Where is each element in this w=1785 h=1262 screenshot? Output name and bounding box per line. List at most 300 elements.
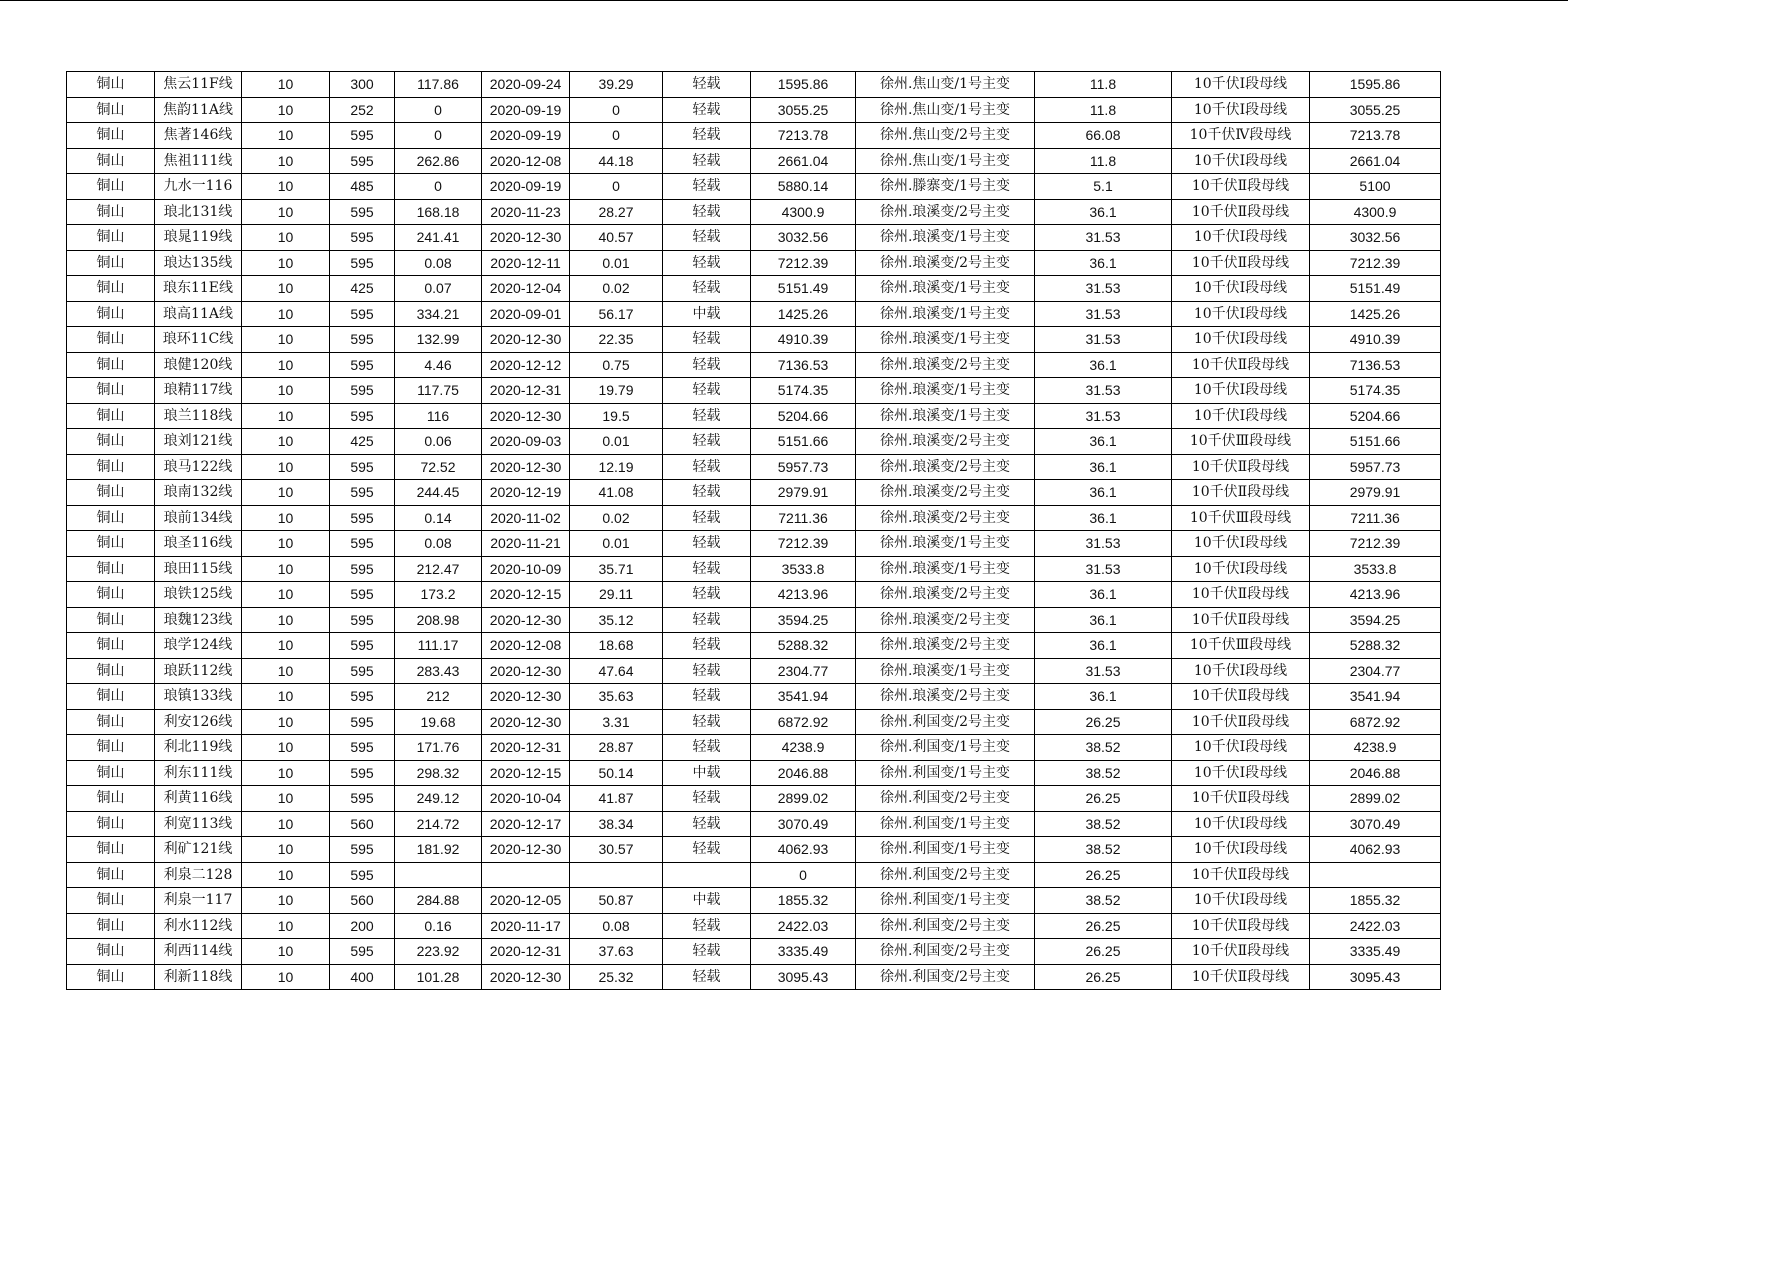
max-load-date-cell: 2020-12-30: [482, 454, 570, 480]
rated-capacity-cell: 595: [330, 633, 395, 659]
line-name-cell: 利宽113线: [155, 811, 242, 837]
remaining-capacity-cell: 5174.35: [751, 378, 856, 404]
remaining-capacity-cell: 1595.86: [751, 72, 856, 98]
remaining-capacity-cell: 2422.03: [751, 913, 856, 939]
transformer-load-rate-cell: 36.1: [1035, 633, 1172, 659]
transformer-load-rate-cell: 38.52: [1035, 888, 1172, 914]
max-load-cell: 249.12: [395, 786, 482, 812]
available-capacity-cell: 1595.86: [1310, 72, 1441, 98]
table-row: [67, 888, 1441, 914]
max-load-date-cell: 2020-12-15: [482, 760, 570, 786]
district-cell: 铜山: [67, 607, 155, 633]
max-load-date-cell: 2020-12-05: [482, 888, 570, 914]
busbar-cell: 10千伏Ⅰ段母线: [1172, 531, 1310, 557]
table-row: [67, 352, 1441, 378]
transformer-cell: 徐州.利国变/2号主变: [856, 862, 1035, 888]
max-load-date-cell: 2020-11-21: [482, 531, 570, 557]
voltage-cell: 10: [242, 225, 330, 251]
line-name-cell: 利西114线: [155, 939, 242, 965]
line-name-cell: 焦韵11A线: [155, 97, 242, 123]
district-cell: 铜山: [67, 454, 155, 480]
transformer-cell: 徐州.琅溪变/2号主变: [856, 250, 1035, 276]
remaining-capacity-cell: 5957.73: [751, 454, 856, 480]
line-name-cell: 利北119线: [155, 735, 242, 761]
transformer-load-rate-cell: 36.1: [1035, 582, 1172, 608]
remaining-capacity-cell: 5288.32: [751, 633, 856, 659]
remaining-capacity-cell: 3594.25: [751, 607, 856, 633]
rated-capacity-cell: 595: [330, 837, 395, 863]
busbar-cell: 10千伏Ⅱ段母线: [1172, 582, 1310, 608]
max-load-cell: 0.08: [395, 250, 482, 276]
voltage-cell: 10: [242, 505, 330, 531]
load-status-cell: 轻载: [663, 582, 751, 608]
table-row: [67, 199, 1441, 225]
line-name-cell: 琅马122线: [155, 454, 242, 480]
max-load-date-cell: 2020-10-04: [482, 786, 570, 812]
load-rate-cell: 39.29: [570, 72, 663, 98]
load-rate-cell: 50.14: [570, 760, 663, 786]
load-status-cell: 轻载: [663, 709, 751, 735]
available-capacity-cell: 5151.66: [1310, 429, 1441, 455]
load-status-cell: 轻载: [663, 250, 751, 276]
rated-capacity-cell: 595: [330, 658, 395, 684]
load-status-cell: 中载: [663, 888, 751, 914]
line-name-cell: 琅高11A线: [155, 301, 242, 327]
max-load-date-cell: 2020-12-11: [482, 250, 570, 276]
max-load-date-cell: 2020-12-31: [482, 735, 570, 761]
voltage-cell: 10: [242, 327, 330, 353]
load-rate-cell: 0: [570, 123, 663, 149]
voltage-cell: 10: [242, 607, 330, 633]
table-row: [67, 607, 1441, 633]
voltage-cell: 10: [242, 148, 330, 174]
busbar-cell: 10千伏Ⅰ段母线: [1172, 276, 1310, 302]
transformer-cell: 徐州.利国变/1号主变: [856, 811, 1035, 837]
district-cell: 铜山: [67, 633, 155, 659]
available-capacity-cell: 3533.8: [1310, 556, 1441, 582]
line-name-cell: 琅刘121线: [155, 429, 242, 455]
transformer-load-rate-cell: 31.53: [1035, 276, 1172, 302]
rated-capacity-cell: 595: [330, 352, 395, 378]
voltage-cell: 10: [242, 658, 330, 684]
rated-capacity-cell: 425: [330, 429, 395, 455]
table-row: [67, 582, 1441, 608]
transformer-cell: 徐州.琅溪变/1号主变: [856, 301, 1035, 327]
rated-capacity-cell: 595: [330, 862, 395, 888]
transformer-cell: 徐州.琅溪变/2号主变: [856, 607, 1035, 633]
voltage-cell: 10: [242, 199, 330, 225]
load-rate-cell: 38.34: [570, 811, 663, 837]
voltage-cell: 10: [242, 378, 330, 404]
transformer-load-rate-cell: 36.1: [1035, 684, 1172, 710]
max-load-date-cell: 2020-12-30: [482, 403, 570, 429]
transformer-cell: 徐州.琅溪变/1号主变: [856, 403, 1035, 429]
max-load-cell: 241.41: [395, 225, 482, 251]
table-row: [67, 480, 1441, 506]
max-load-cell: 334.21: [395, 301, 482, 327]
available-capacity-cell: 3070.49: [1310, 811, 1441, 837]
table-row: [67, 939, 1441, 965]
transformer-load-rate-cell: 26.25: [1035, 786, 1172, 812]
busbar-cell: 10千伏Ⅲ段母线: [1172, 505, 1310, 531]
available-capacity-cell: 2304.77: [1310, 658, 1441, 684]
table-row: [67, 709, 1441, 735]
load-status-cell: 轻载: [663, 837, 751, 863]
transformer-cell: 徐州.利国变/2号主变: [856, 786, 1035, 812]
max-load-date-cell: 2020-12-30: [482, 684, 570, 710]
line-name-cell: 琅南132线: [155, 480, 242, 506]
transformer-cell: 徐州.琅溪变/2号主变: [856, 582, 1035, 608]
rated-capacity-cell: 595: [330, 582, 395, 608]
load-status-cell: 轻载: [663, 964, 751, 990]
table-row: [67, 684, 1441, 710]
max-load-cell: 208.98: [395, 607, 482, 633]
max-load-date-cell: 2020-12-08: [482, 148, 570, 174]
max-load-date-cell: 2020-11-23: [482, 199, 570, 225]
feeder-load-table: [66, 71, 1441, 990]
remaining-capacity-cell: 2899.02: [751, 786, 856, 812]
load-rate-cell: 22.35: [570, 327, 663, 353]
max-load-date-cell: 2020-09-24: [482, 72, 570, 98]
available-capacity-cell: 2899.02: [1310, 786, 1441, 812]
max-load-date-cell: 2020-12-17: [482, 811, 570, 837]
voltage-cell: 10: [242, 556, 330, 582]
district-cell: 铜山: [67, 327, 155, 353]
load-rate-cell: 35.71: [570, 556, 663, 582]
max-load-cell: 117.75: [395, 378, 482, 404]
district-cell: 铜山: [67, 148, 155, 174]
line-name-cell: 焦著146线: [155, 123, 242, 149]
rated-capacity-cell: 595: [330, 709, 395, 735]
load-status-cell: 轻载: [663, 97, 751, 123]
max-load-cell: 101.28: [395, 964, 482, 990]
district-cell: 铜山: [67, 811, 155, 837]
transformer-cell: 徐州.琅溪变/2号主变: [856, 480, 1035, 506]
transformer-load-rate-cell: 36.1: [1035, 480, 1172, 506]
load-status-cell: 轻载: [663, 786, 751, 812]
available-capacity-cell: 5151.49: [1310, 276, 1441, 302]
transformer-load-rate-cell: 26.25: [1035, 964, 1172, 990]
remaining-capacity-cell: 4062.93: [751, 837, 856, 863]
transformer-cell: 徐州.焦山变/2号主变: [856, 123, 1035, 149]
table-row: [67, 276, 1441, 302]
load-status-cell: 轻载: [663, 556, 751, 582]
district-cell: 铜山: [67, 72, 155, 98]
line-name-cell: 利泉二128: [155, 862, 242, 888]
voltage-cell: 10: [242, 633, 330, 659]
available-capacity-cell: 3095.43: [1310, 964, 1441, 990]
available-capacity-cell: 2422.03: [1310, 913, 1441, 939]
transformer-load-rate-cell: 38.52: [1035, 811, 1172, 837]
available-capacity-cell: 5174.35: [1310, 378, 1441, 404]
max-load-cell: 284.88: [395, 888, 482, 914]
max-load-date-cell: 2020-12-19: [482, 480, 570, 506]
available-capacity-cell: 7211.36: [1310, 505, 1441, 531]
transformer-load-rate-cell: 31.53: [1035, 556, 1172, 582]
busbar-cell: 10千伏Ⅱ段母线: [1172, 454, 1310, 480]
voltage-cell: 10: [242, 352, 330, 378]
max-load-date-cell: 2020-12-30: [482, 607, 570, 633]
rated-capacity-cell: 595: [330, 480, 395, 506]
load-status-cell: 轻载: [663, 199, 751, 225]
load-rate-cell: 0.02: [570, 276, 663, 302]
district-cell: 铜山: [67, 276, 155, 302]
table-row: [67, 735, 1441, 761]
voltage-cell: 10: [242, 709, 330, 735]
max-load-cell: 0.06: [395, 429, 482, 455]
available-capacity-cell: 4238.9: [1310, 735, 1441, 761]
available-capacity-cell: 5288.32: [1310, 633, 1441, 659]
load-rate-cell: 0: [570, 97, 663, 123]
table-row: [67, 301, 1441, 327]
remaining-capacity-cell: 7213.78: [751, 123, 856, 149]
max-load-cell: [395, 862, 482, 888]
load-rate-cell: 35.12: [570, 607, 663, 633]
load-status-cell: 轻载: [663, 352, 751, 378]
voltage-cell: 10: [242, 72, 330, 98]
remaining-capacity-cell: 3070.49: [751, 811, 856, 837]
transformer-load-rate-cell: 38.52: [1035, 837, 1172, 863]
max-load-date-cell: 2020-09-19: [482, 174, 570, 200]
line-name-cell: 琅东11E线: [155, 276, 242, 302]
load-status-cell: 轻载: [663, 327, 751, 353]
transformer-load-rate-cell: 5.1: [1035, 174, 1172, 200]
max-load-cell: 0.07: [395, 276, 482, 302]
busbar-cell: 10千伏Ⅱ段母线: [1172, 709, 1310, 735]
district-cell: 铜山: [67, 378, 155, 404]
table-row: [67, 760, 1441, 786]
load-rate-cell: 37.63: [570, 939, 663, 965]
max-load-cell: 298.32: [395, 760, 482, 786]
max-load-date-cell: 2020-09-19: [482, 97, 570, 123]
table-row: [67, 174, 1441, 200]
load-rate-cell: 25.32: [570, 964, 663, 990]
remaining-capacity-cell: 5151.49: [751, 276, 856, 302]
load-rate-cell: 0: [570, 174, 663, 200]
remaining-capacity-cell: 6872.92: [751, 709, 856, 735]
transformer-load-rate-cell: 31.53: [1035, 658, 1172, 684]
busbar-cell: 10千伏Ⅰ段母线: [1172, 327, 1310, 353]
transformer-load-rate-cell: 26.25: [1035, 862, 1172, 888]
transformer-load-rate-cell: 36.1: [1035, 505, 1172, 531]
table-row: [67, 505, 1441, 531]
line-name-cell: 琅晁119线: [155, 225, 242, 251]
max-load-cell: 171.76: [395, 735, 482, 761]
max-load-date-cell: 2020-09-19: [482, 123, 570, 149]
transformer-cell: 徐州.焦山变/1号主变: [856, 148, 1035, 174]
load-status-cell: 轻载: [663, 505, 751, 531]
load-rate-cell: 30.57: [570, 837, 663, 863]
district-cell: 铜山: [67, 403, 155, 429]
load-status-cell: 轻载: [663, 148, 751, 174]
remaining-capacity-cell: 7136.53: [751, 352, 856, 378]
transformer-cell: 徐州.利国变/2号主变: [856, 709, 1035, 735]
busbar-cell: 10千伏Ⅲ段母线: [1172, 633, 1310, 659]
district-cell: 铜山: [67, 913, 155, 939]
voltage-cell: 10: [242, 454, 330, 480]
remaining-capacity-cell: 3541.94: [751, 684, 856, 710]
max-load-cell: 244.45: [395, 480, 482, 506]
load-rate-cell: 0.08: [570, 913, 663, 939]
busbar-cell: 10千伏Ⅰ段母线: [1172, 148, 1310, 174]
remaining-capacity-cell: 0: [751, 862, 856, 888]
load-rate-cell: 40.57: [570, 225, 663, 251]
transformer-load-rate-cell: 36.1: [1035, 250, 1172, 276]
max-load-cell: 0.08: [395, 531, 482, 557]
available-capacity-cell: 3335.49: [1310, 939, 1441, 965]
max-load-date-cell: 2020-12-30: [482, 225, 570, 251]
max-load-cell: 132.99: [395, 327, 482, 353]
load-status-cell: 轻载: [663, 72, 751, 98]
busbar-cell: 10千伏Ⅱ段母线: [1172, 250, 1310, 276]
max-load-date-cell: 2020-12-30: [482, 837, 570, 863]
table-row: [67, 913, 1441, 939]
district-cell: 铜山: [67, 658, 155, 684]
voltage-cell: 10: [242, 786, 330, 812]
available-capacity-cell: 4062.93: [1310, 837, 1441, 863]
load-rate-cell: 0.02: [570, 505, 663, 531]
load-rate-cell: 50.87: [570, 888, 663, 914]
max-load-date-cell: 2020-12-08: [482, 633, 570, 659]
line-name-cell: 焦云11F线: [155, 72, 242, 98]
max-load-cell: 0: [395, 97, 482, 123]
max-load-cell: 19.68: [395, 709, 482, 735]
rated-capacity-cell: 595: [330, 250, 395, 276]
load-rate-cell: 18.68: [570, 633, 663, 659]
load-status-cell: 轻载: [663, 531, 751, 557]
line-name-cell: 九水一116: [155, 174, 242, 200]
load-rate-cell: 19.5: [570, 403, 663, 429]
remaining-capacity-cell: 3533.8: [751, 556, 856, 582]
available-capacity-cell: 2046.88: [1310, 760, 1441, 786]
district-cell: 铜山: [67, 837, 155, 863]
rated-capacity-cell: 595: [330, 454, 395, 480]
busbar-cell: 10千伏Ⅰ段母线: [1172, 556, 1310, 582]
max-load-date-cell: 2020-11-02: [482, 505, 570, 531]
transformer-load-rate-cell: 11.8: [1035, 97, 1172, 123]
transformer-cell: 徐州.琅溪变/2号主变: [856, 505, 1035, 531]
busbar-cell: 10千伏Ⅰ段母线: [1172, 888, 1310, 914]
load-status-cell: 轻载: [663, 480, 751, 506]
load-status-cell: 轻载: [663, 939, 751, 965]
remaining-capacity-cell: 2304.77: [751, 658, 856, 684]
transformer-load-rate-cell: 36.1: [1035, 199, 1172, 225]
district-cell: 铜山: [67, 760, 155, 786]
transformer-load-rate-cell: 38.52: [1035, 735, 1172, 761]
remaining-capacity-cell: 4910.39: [751, 327, 856, 353]
max-load-cell: 111.17: [395, 633, 482, 659]
max-load-date-cell: 2020-12-30: [482, 964, 570, 990]
district-cell: 铜山: [67, 123, 155, 149]
line-name-cell: 琅镇133线: [155, 684, 242, 710]
max-load-cell: 214.72: [395, 811, 482, 837]
busbar-cell: 10千伏Ⅰ段母线: [1172, 658, 1310, 684]
available-capacity-cell: 3055.25: [1310, 97, 1441, 123]
load-status-cell: 轻载: [663, 276, 751, 302]
load-rate-cell: 41.08: [570, 480, 663, 506]
load-rate-cell: 0.01: [570, 429, 663, 455]
transformer-load-rate-cell: 31.53: [1035, 378, 1172, 404]
transformer-load-rate-cell: 26.25: [1035, 913, 1172, 939]
max-load-date-cell: 2020-09-01: [482, 301, 570, 327]
district-cell: 铜山: [67, 582, 155, 608]
voltage-cell: 10: [242, 888, 330, 914]
rated-capacity-cell: 595: [330, 684, 395, 710]
available-capacity-cell: 5204.66: [1310, 403, 1441, 429]
load-rate-cell: 0.01: [570, 531, 663, 557]
transformer-cell: 徐州.琅溪变/2号主变: [856, 633, 1035, 659]
table-row: [67, 454, 1441, 480]
remaining-capacity-cell: 2046.88: [751, 760, 856, 786]
busbar-cell: 10千伏Ⅰ段母线: [1172, 403, 1310, 429]
transformer-load-rate-cell: 31.53: [1035, 403, 1172, 429]
transformer-cell: 徐州.琅溪变/2号主变: [856, 684, 1035, 710]
voltage-cell: 10: [242, 735, 330, 761]
max-load-cell: 4.46: [395, 352, 482, 378]
voltage-cell: 10: [242, 964, 330, 990]
rated-capacity-cell: 560: [330, 888, 395, 914]
max-load-date-cell: 2020-12-30: [482, 658, 570, 684]
busbar-cell: 10千伏Ⅱ段母线: [1172, 964, 1310, 990]
district-cell: 铜山: [67, 301, 155, 327]
load-status-cell: 轻载: [663, 684, 751, 710]
voltage-cell: 10: [242, 429, 330, 455]
table-row: [67, 862, 1441, 888]
rated-capacity-cell: 252: [330, 97, 395, 123]
remaining-capacity-cell: 1855.32: [751, 888, 856, 914]
district-cell: 铜山: [67, 250, 155, 276]
line-name-cell: 利黄116线: [155, 786, 242, 812]
district-cell: 铜山: [67, 174, 155, 200]
busbar-cell: 10千伏Ⅰ段母线: [1172, 735, 1310, 761]
load-status-cell: 轻载: [663, 403, 751, 429]
load-rate-cell: 41.87: [570, 786, 663, 812]
load-status-cell: 中载: [663, 760, 751, 786]
remaining-capacity-cell: 1425.26: [751, 301, 856, 327]
rated-capacity-cell: 595: [330, 939, 395, 965]
load-status-cell: 轻载: [663, 225, 751, 251]
district-cell: 铜山: [67, 684, 155, 710]
voltage-cell: 10: [242, 837, 330, 863]
load-status-cell: 轻载: [663, 123, 751, 149]
voltage-cell: 10: [242, 531, 330, 557]
table-row: [67, 556, 1441, 582]
line-name-cell: 利水112线: [155, 913, 242, 939]
available-capacity-cell: 1855.32: [1310, 888, 1441, 914]
transformer-load-rate-cell: 11.8: [1035, 148, 1172, 174]
transformer-cell: 徐州.琅溪变/2号主变: [856, 199, 1035, 225]
rated-capacity-cell: 595: [330, 735, 395, 761]
load-rate-cell: 0.01: [570, 250, 663, 276]
rated-capacity-cell: 485: [330, 174, 395, 200]
transformer-load-rate-cell: 66.08: [1035, 123, 1172, 149]
available-capacity-cell: 6872.92: [1310, 709, 1441, 735]
rated-capacity-cell: 425: [330, 276, 395, 302]
remaining-capacity-cell: 7211.36: [751, 505, 856, 531]
rated-capacity-cell: 400: [330, 964, 395, 990]
district-cell: 铜山: [67, 939, 155, 965]
transformer-cell: 徐州.琅溪变/1号主变: [856, 276, 1035, 302]
table-row: [67, 123, 1441, 149]
district-cell: 铜山: [67, 531, 155, 557]
load-rate-cell: 56.17: [570, 301, 663, 327]
district-cell: 铜山: [67, 556, 155, 582]
voltage-cell: 10: [242, 403, 330, 429]
busbar-cell: 10千伏Ⅱ段母线: [1172, 480, 1310, 506]
remaining-capacity-cell: 5151.66: [751, 429, 856, 455]
line-name-cell: 利安126线: [155, 709, 242, 735]
voltage-cell: 10: [242, 684, 330, 710]
